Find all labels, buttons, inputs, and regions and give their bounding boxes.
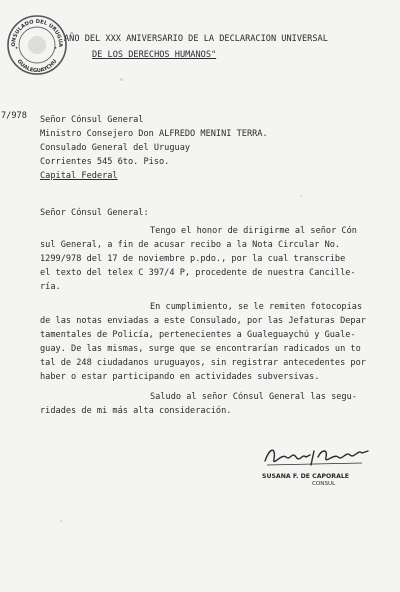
salutation: Señor Cónsul General: [40, 208, 149, 218]
reference-number: 7/978 [1, 111, 27, 121]
scan-speck [300, 195, 302, 197]
paragraph-2-line-6: haber o estar participando en actividades subversivas. [40, 372, 320, 382]
svg-text:CONSULADO DEL URUGUAY: ONSULADO DEL URUGUA [10, 18, 64, 47]
paragraph-2-line-5: tal de 248 ciudadanos uruguayos, sin registrar antecedentes por [40, 358, 366, 368]
handwritten-signature [262, 443, 372, 471]
heading-line-1: AÑO DEL XXX ANIVERSARIO DE LA DECLARACION UNIVERSAL [64, 34, 328, 44]
heading-line-2: DE LOS DERECHOS HUMANOS" [92, 50, 217, 60]
paragraph-1-line-5: ría. [40, 282, 61, 292]
svg-text:★: ★ [15, 45, 19, 51]
address-line-2: Ministro Consejero Don ALFREDO MENINI TERRA. [40, 129, 268, 139]
paragraph-2-line-2: de las notas enviadas a este Consulado, por las Jefaturas Depar [40, 316, 366, 326]
paragraph-1-line-3: 1299/978 del 17 de noviembre p.pdo., por la cual transcribe [40, 254, 346, 264]
paragraph-3-line-2: ridades de mi más alta consideración. [40, 406, 232, 416]
address-line-3: Consulado General del Uruguay [40, 143, 191, 153]
scan-speck [60, 520, 62, 522]
paragraph-2-line-3: tamentales de Policía, pertenecientes a Gualeguaychú y Guale- [40, 330, 356, 340]
svg-text:GUALEGUAYCHU: GUALEGUAYCHU [15, 58, 59, 75]
paragraph-1-line-4: el texto del telex C 397/4 P, procedente de nuestra Cancille- [40, 268, 356, 278]
paragraph-1-line-1: Tengo el honor de dirigirme al señor Cón [150, 226, 357, 236]
address-line-1: Señor Cónsul General [40, 115, 144, 125]
consulate-seal [6, 14, 68, 76]
paragraph-3-line-1: Saludo al señor Cónsul General las segu- [150, 392, 357, 402]
address-line-4: Corrientes 545 6to. Piso. [40, 157, 170, 167]
paragraph-1-line-2: sul General, a fin de acusar recibo a la Nota Circular No. [40, 240, 341, 250]
paragraph-2-line-1: En cumplimiento, se le remiten fotocopias [150, 302, 363, 312]
svg-text:★: ★ [54, 45, 58, 51]
signatory-title: CONSUL [312, 481, 336, 487]
address-line-5: Capital Federal [40, 171, 118, 181]
scan-speck [120, 78, 123, 81]
paragraph-2-line-4: guay. De las mismas, surge que se encontrarían radicados un to [40, 344, 361, 354]
signatory-name: SUSANA F. DE CAPORALE [262, 473, 350, 480]
